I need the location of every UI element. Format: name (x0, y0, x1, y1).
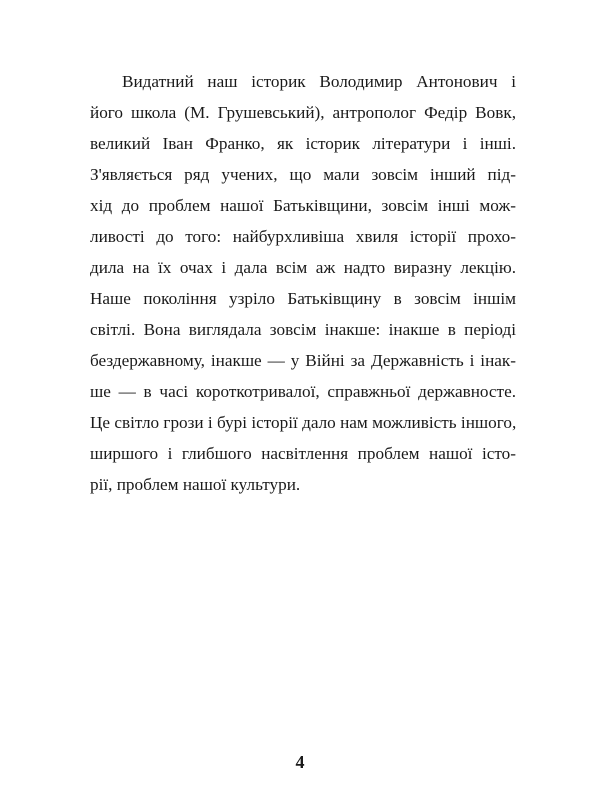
paragraph-line: рії, проблем нашої культури. (90, 475, 301, 494)
paragraph-line: Це світло грози і бурі історії дало нам можливість іншого, (90, 413, 517, 432)
paragraph-line: хід до проблем нашої Батьківщини, зовсім інші мож- (90, 196, 516, 215)
paragraph-line: ше — в часі короткотривалої, справжньої державносте. (90, 382, 516, 401)
paragraph-line: Наше покоління узріло Батьківщину в зовсім іншім (90, 289, 516, 308)
paragraph-line: бездержавному, інакше — у Війні за Державність і інак- (90, 351, 516, 370)
paragraph-line: ширшого і глибшого насвітлення проблем нашої істо- (90, 444, 516, 463)
paragraph-line: великий Іван Франко, як історик літератури і інші. (90, 134, 516, 153)
paragraph-line: дила на їх очах і дала всім аж надто виразну лекцію. (90, 258, 516, 277)
paragraph-line: світлі. Вона виглядала зовсім інакше: інакше в періоді (90, 320, 516, 339)
body-paragraph (90, 66, 516, 500)
paragraph-line: його школа (М. Грушевський), антрополог Федір Вовк, (90, 103, 516, 122)
paragraph-line: З'являється ряд учених, що мали зовсім інший під- (90, 165, 516, 184)
paragraph-line: Видатний наш історик Володимир Антонович і (122, 72, 516, 91)
paragraph-line: ливості до того: найбурхливіша хвиля історії прохо- (90, 227, 516, 246)
page-number: 4 (295, 752, 305, 772)
